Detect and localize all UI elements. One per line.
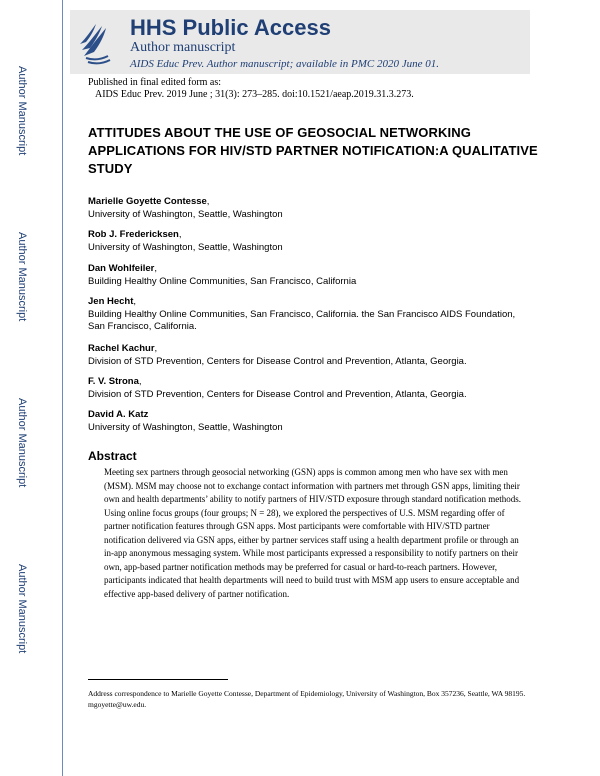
author-affiliation: Building Healthy Online Communities, San Francisco, California. the San Francisco AIDS Foundation, San Francisco, California. [88, 308, 516, 332]
citation: AIDS Educ Prev. 2019 June ; 31(3): 273–285. doi:10.1521/aeap.2019.31.3.273. [95, 89, 414, 100]
header-subtitle: Author manuscript [130, 40, 236, 55]
author-affiliation: Division of STD Prevention, Centers for Disease Control and Prevention, Atlanta, Georgia. [88, 355, 467, 367]
author-block [88, 409, 528, 434]
author-name: Rob J. Fredericksen [88, 229, 179, 240]
hhs-eagle-logo-icon [76, 18, 116, 66]
author-name: F. V. Strona [88, 376, 139, 387]
author-block: F. V. Strona, Division of STD Prevention, Centers for Disease Control and Prevention, Atlanta, Georgia. [88, 376, 528, 401]
author-affiliation: University of Washington, Seattle, Washington [88, 241, 283, 253]
author-affiliation: Building Healthy Online Communities, San Francisco, California [88, 275, 357, 287]
author-block: Marielle Goyette Contesse, University of Washington, Seattle, Washington [88, 196, 528, 221]
author-name: Rachel Kachur [88, 343, 155, 354]
author-name: Marielle Goyette Contesse [88, 196, 207, 207]
published-label: Published in final edited form as: [88, 77, 222, 88]
footnote-rule [88, 679, 228, 680]
author-name: David A. Katz [88, 409, 149, 420]
footnote: Address correspondence to Marielle Goyette Contesse, Department of Epidemiology, University of Washington, Box 357236, Seattle, WA 98195. mgoyette@uw.edu. [88, 689, 526, 709]
author-affiliation: University of Washington, Seattle, Washington [88, 208, 283, 220]
sidebar-label: Author Manuscript [16, 66, 28, 156]
author-block: Jen Hecht, Building Healthy Online Communities, San Francisco, California. the San Francisco AIDS Foundation, San Francisco, California. [88, 296, 528, 334]
article-title: ATTITUDES ABOUT THE USE OF GEOSOCIAL NETWORKING APPLICATIONS FOR HIV/STD PARTNER NOTIFICATION:A QUALITATIVE STUDY [88, 125, 538, 176]
author-name: Dan Wohlfeiler [88, 263, 155, 274]
sidebar-rule [62, 0, 63, 776]
abstract-heading: Abstract [88, 449, 137, 463]
abstract-text: Meeting sex partners through geosocial networking (GSN) apps is common among men who have sex with men (MSM). MSM may choose not to exchange contact information with partners met through GSN apps, limiting their own and health departments’ ability to notify partners of HIV/STD exposure through standard notification methods. Using online focus groups (four groups; N = 28), we explored the perspectives of U.S. MSM regarding offer of partner notification features through GSN apps. Most participants were comfortable with HIV/STD partner notification delivered via GSN apps, either by partner services staff using a health department profile or through an in-app anonymous messaging system. While most participants expressed a responsibility to notify partners on their own, app-based partner notification methods may be preferred for casual or hard-to-reach partners. However, participants indicated that health departments will need to build trust with MSM app users to ensure acceptable and effective app-based delivery of partner notification. [104, 467, 521, 599]
sidebar-label: Author Manuscript [16, 232, 28, 322]
author-block: Rob J. Fredericksen, University of Washington, Seattle, Washington [88, 229, 528, 254]
sidebar-label: Author Manuscript [16, 398, 28, 488]
sidebar-label: Author Manuscript [16, 564, 28, 654]
author-name: Jen Hecht [88, 296, 134, 307]
author-block: Rachel Kachur, Division of STD Prevention, Centers for Disease Control and Prevention, Atlanta, Georgia. [88, 343, 528, 368]
author-affiliation: Division of STD Prevention, Centers for Disease Control and Prevention, Atlanta, Georgia. [88, 388, 467, 400]
author-affiliation: University of Washington, Seattle, Washington [88, 421, 283, 433]
header-title: HHS Public Access [130, 15, 331, 40]
header-availability: AIDS Educ Prev. Author manuscript; available in PMC 2020 June 01. [130, 58, 439, 70]
author-block: Dan Wohlfeiler, Building Healthy Online Communities, San Francisco, California [88, 263, 528, 288]
